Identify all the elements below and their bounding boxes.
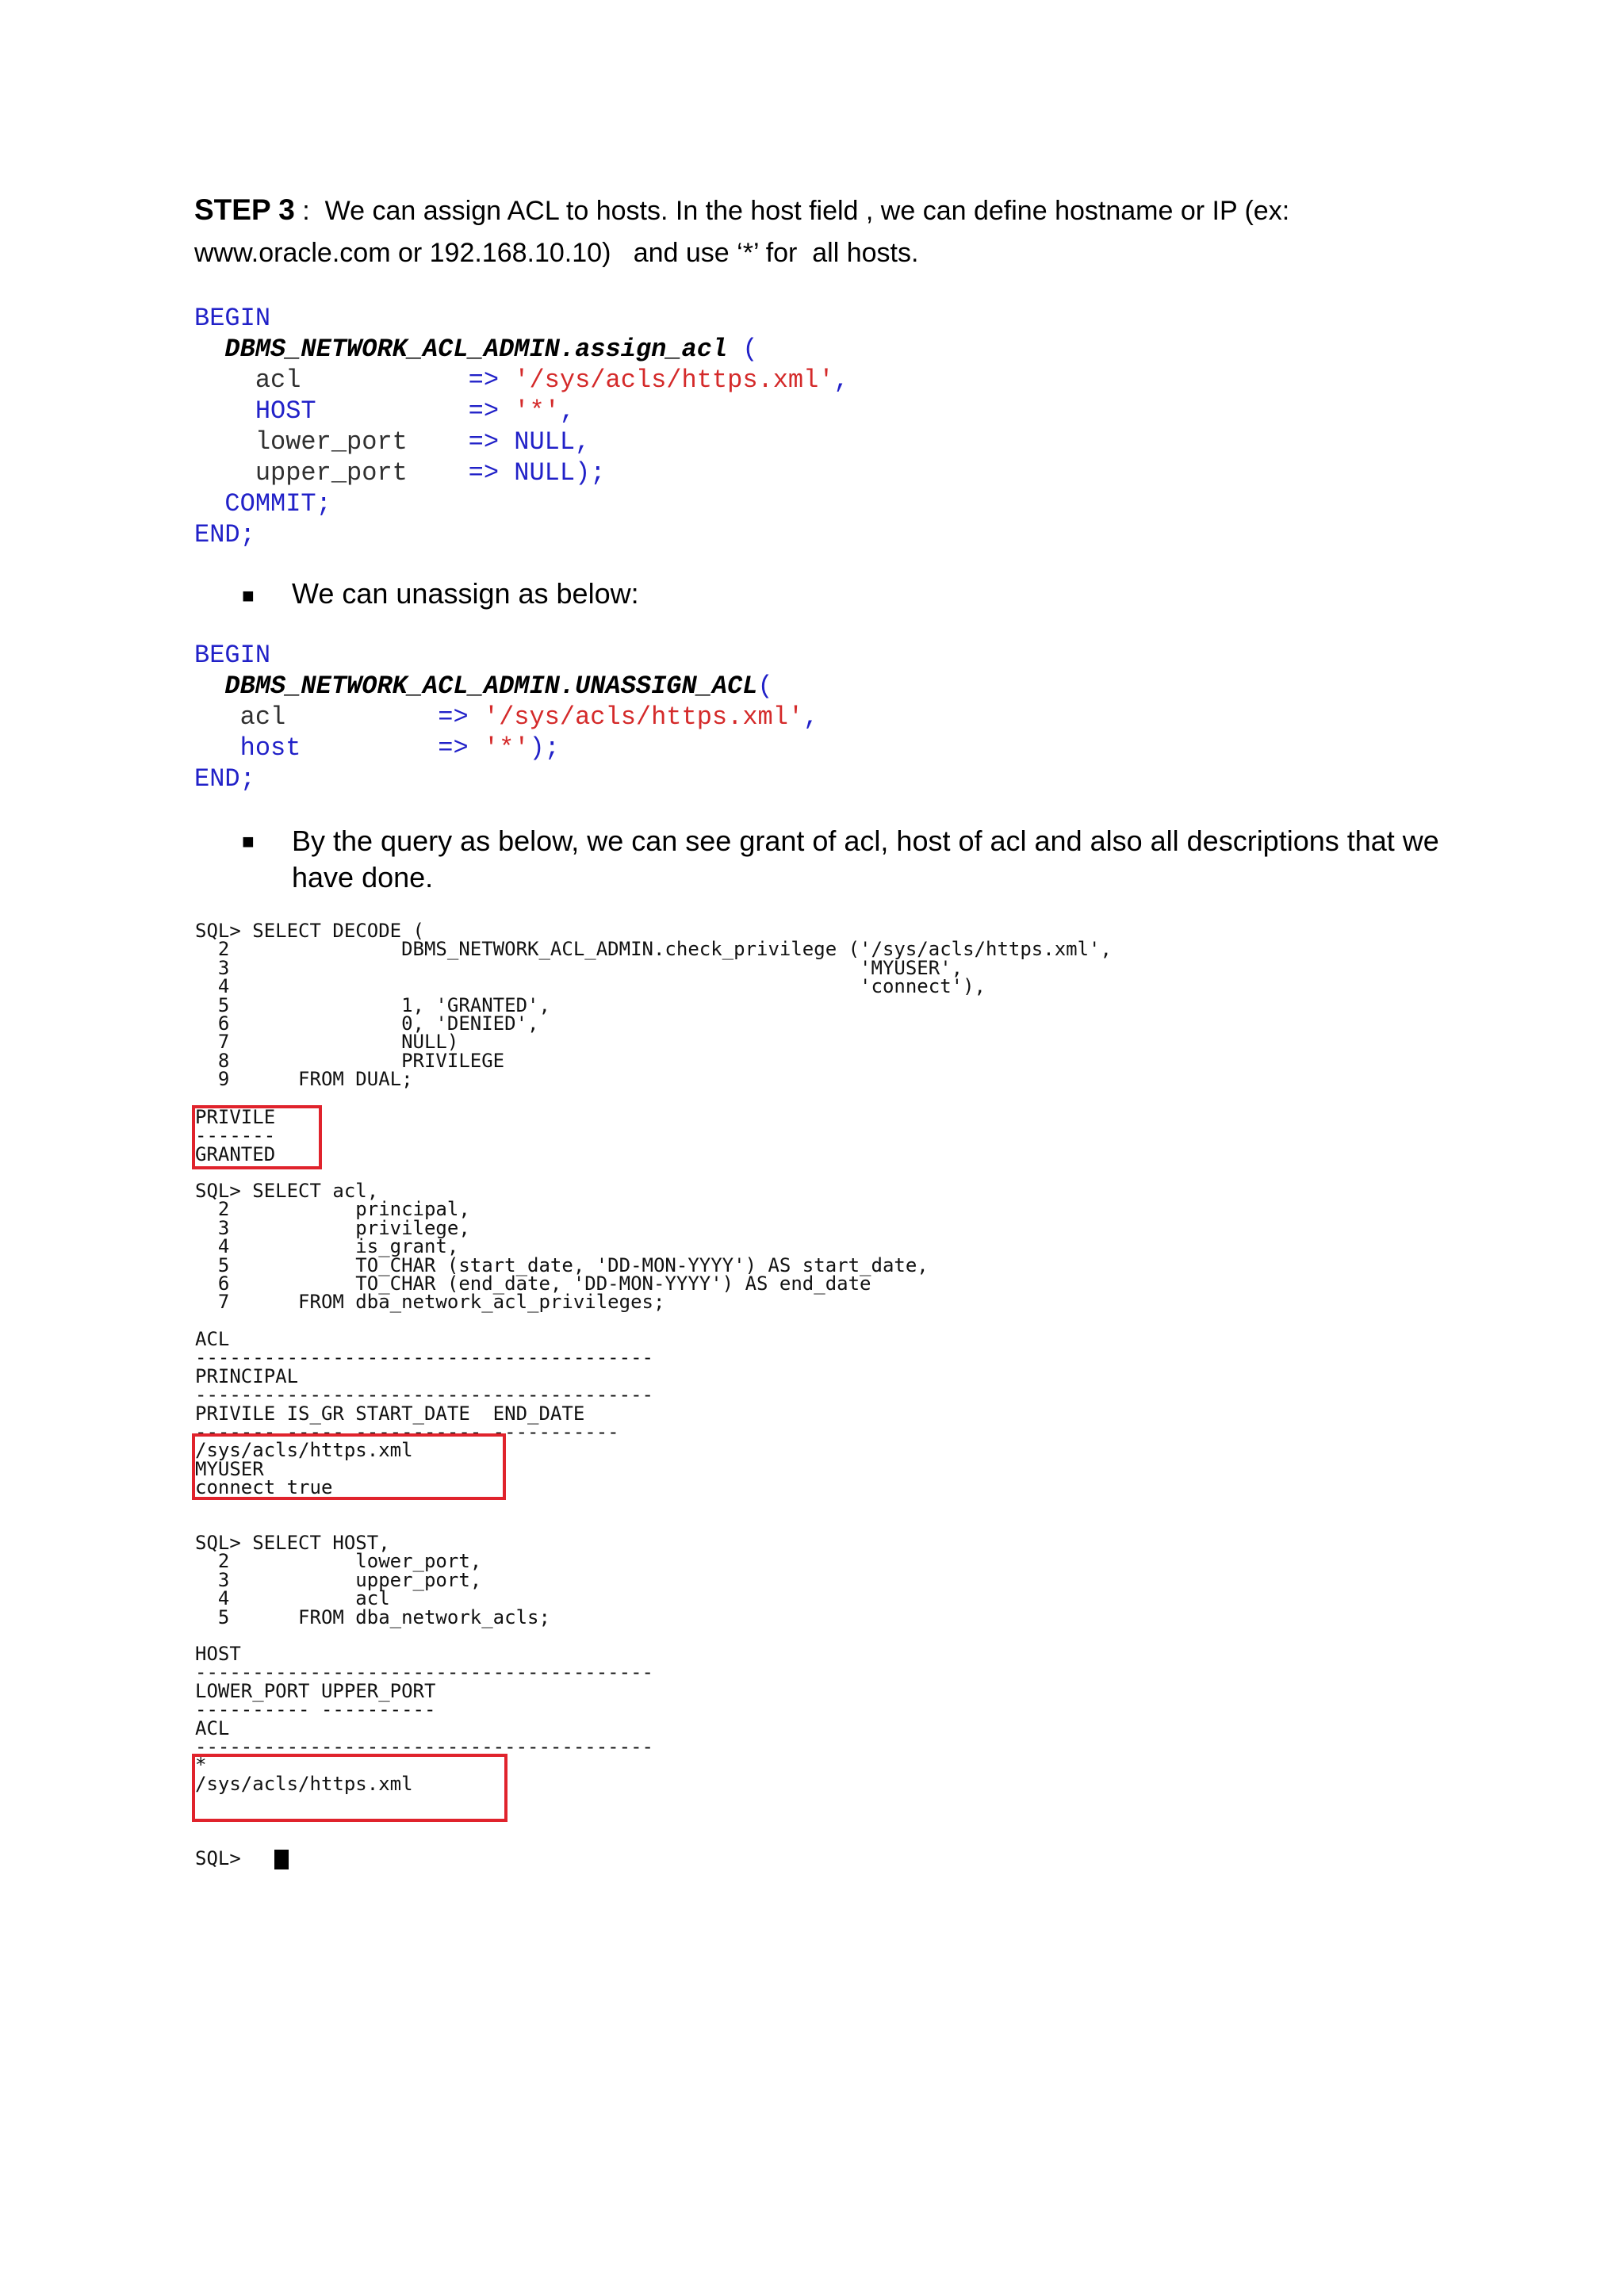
console-line: ------- [195,1124,276,1147]
console-line: 5 FROM dba_network_acls; [195,1605,550,1628]
console-line: 5 1, 'GRANTED', [195,993,550,1016]
console-line: 9 FROM DUAL; [195,1068,413,1091]
console-line: SQL> SELECT DECODE ( [195,920,424,942]
assign-end: END; [194,520,255,549]
bullet-marker: ■ [242,584,255,607]
console-query-3 [195,1534,550,1627]
unassign-acl-code-block [194,640,818,794]
param-arrow: => [468,458,515,488]
step-text-line2: www.oracle.com or 192.168.10.10) and use ‘*’ for all hosts. [194,238,919,268]
console-line: ---------- ---------- [195,1698,436,1721]
console-line: HOST [195,1643,241,1665]
console-line: 7 NULL) [195,1031,459,1054]
assign-begin: BEGIN [194,304,271,333]
step-text-line1: We can assign ACL to hosts. In the host field , we can define hostname or IP (ex: [324,196,1290,226]
bullet-query-line1: By the query as below, we can see grant of acl, host of acl and also all descriptions that we [292,825,1439,857]
param-value: NULL); [514,458,606,488]
unassign-begin-line [194,640,818,671]
console-line: PRINCIPAL [195,1364,299,1387]
assign-commit: COMMIT; [224,489,331,519]
param-name: acl [255,365,301,395]
assign-call-line [194,334,849,365]
console-line: ---------------------------------------- [195,1383,653,1406]
assign-param-acl [194,365,849,396]
unassign-end: END; [194,764,255,794]
console-line: ---------------------------------------- [195,1661,653,1684]
console-line: SQL> SELECT HOST, [195,1532,390,1554]
console-query-1 [195,922,1112,1089]
assign-acl-code-block [194,303,849,550]
assign-commit-line [194,488,849,519]
highlight-box-granted [192,1105,322,1169]
step-separator: : [294,196,310,226]
param-value: '/sys/acls/https.xml' [514,365,834,395]
param-value: NULL, [514,427,591,457]
console-line: 7 FROM dba_network_acl_privileges; [195,1291,665,1314]
console-line: PRIVILE IS_GR START_DATE END_DATE [195,1402,585,1425]
console-line: /sys/acls/https.xml [195,1772,413,1795]
console-line: MYUSER [195,1457,264,1480]
assign-param-lower-port [194,427,849,457]
param-arrow: => [468,427,515,457]
param-name: acl [239,702,286,732]
console-line: PRIVILE [195,1106,276,1128]
console-line: GRANTED [195,1142,276,1165]
console-line: ------- ----- ----------- ----------- [195,1421,619,1444]
highlight-box-host-acl [192,1754,508,1822]
assign-call-name: DBMS_NETWORK_ACL_ADMIN.assign_acl [224,335,728,364]
param-arrow: => [438,702,484,732]
console-line: ACL [195,1716,230,1739]
console-line: 2 lower_port, [195,1550,482,1573]
console-line: ACL [195,1328,230,1350]
console-line: SQL> SELECT acl, [195,1180,379,1202]
console-line: 8 PRIVILEGE [195,1049,505,1072]
param-arrow: => [438,733,484,763]
unassign-param-acl [194,702,818,733]
console-line: 4 acl [195,1587,390,1610]
param-arrow: => [468,396,515,426]
console-line: 6 TO_CHAR (end_date, 'DD-MON-YYYY') AS end_date [195,1272,871,1295]
assign-call-open: ( [727,335,758,364]
console-prompt-line [195,1847,253,1869]
console-line: 4 is_grant, [195,1235,459,1258]
console-query-2 [195,1182,929,1312]
param-tail: ); [529,733,560,763]
unassign-begin: BEGIN [194,641,271,670]
assign-end-line [194,519,849,550]
param-name: upper_port [255,458,408,488]
console-line: 6 0, 'DENIED', [195,1012,539,1035]
console-prompt: SQL> [195,1847,253,1869]
assign-param-upper-port [194,457,849,488]
console-line: * [195,1754,207,1777]
param-value: '*' [514,396,560,426]
unassign-call-name: DBMS_NETWORK_ACL_ADMIN.UNASSIGN_ACL [224,672,758,701]
console-line: 3 'MYUSER', [195,956,963,979]
terminal-cursor [274,1850,289,1869]
console-line: LOWER_PORT UPPER_PORT [195,1679,436,1702]
highlight-box-acl-privilege [192,1433,506,1500]
param-name: HOST [255,396,316,426]
unassign-param-host [194,733,818,763]
param-value: '*' [483,733,530,763]
unassign-call-line [194,671,818,702]
unassign-end-line [194,763,818,794]
console-line: connect true [195,1476,333,1499]
assign-begin-line [194,303,849,334]
console-line: ---------------------------------------- [195,1346,653,1369]
param-arrow: => [468,365,515,395]
param-tail: , [803,702,819,732]
step-intro-line1 [194,189,1289,232]
assign-param-host [194,396,849,427]
param-tail: , [559,396,576,426]
console-line: 2 principal, [195,1198,470,1221]
bullet-unassign-text: We can unassign as below: [292,577,639,610]
console-line: 3 privilege, [195,1216,470,1239]
step-label: STEP 3 [194,193,295,226]
console-line: /sys/acls/https.xml [195,1439,413,1462]
console-line: 4 'connect'), [195,975,986,998]
console-line: 5 TO_CHAR (start_date, 'DD-MON-YYYY') AS start_date, [195,1253,929,1276]
param-value: '/sys/acls/https.xml' [483,702,804,732]
param-name: host [239,733,301,763]
param-tail: , [833,365,849,395]
console-line: 3 upper_port, [195,1568,482,1591]
bullet-marker: ■ [242,829,255,853]
bullet-query-line2: have done. [292,861,434,894]
console-line: ---------------------------------------- [195,1735,653,1758]
console-line: 2 DBMS_NETWORK_ACL_ADMIN.check_privilege ('/sys/acls/https.xml', [195,938,1112,961]
unassign-call-open: ( [757,672,773,701]
param-name: lower_port [255,427,408,457]
